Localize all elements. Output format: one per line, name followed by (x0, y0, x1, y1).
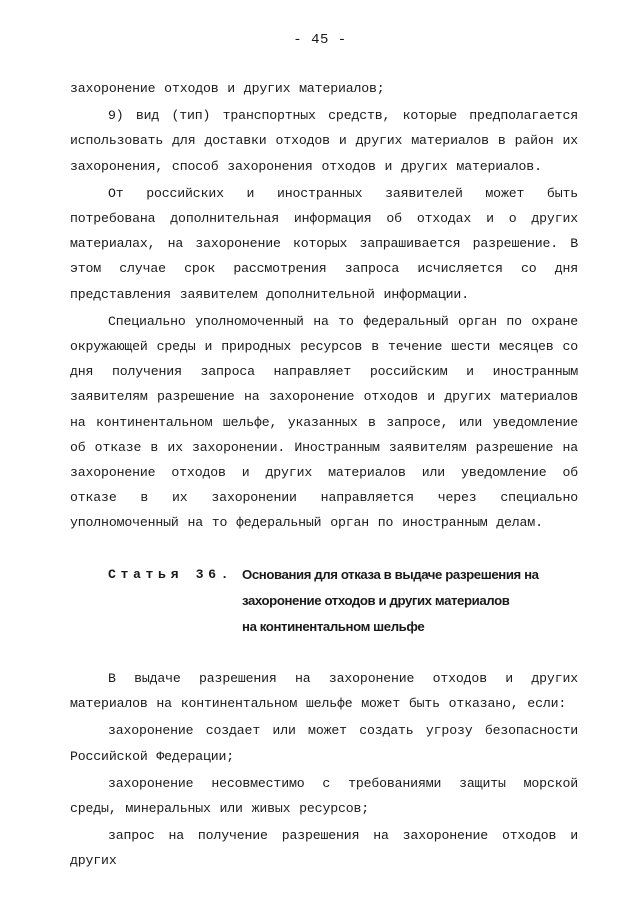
paragraph-authority-decision: Специально уполномоченный на то федеральный орган по охране окружающей среды и природных ресурсов в течение шести месяцев со дня получения запроса направляет российским и иностранным заявителям разрешение на захоронение отходов и других материалов на континентальном шельфе, указанных в запросе, или уведомление об отказе в их захоронении. Иностранным заявителям разрешение на захоронение отходов и других материалов или уведомление об отказе в их захоронении направляется через специально уполномоченный на то федеральный орган по иностранным делам. (70, 313, 578, 531)
paragraph-refusal-request: запрос на получение разрешения на захоронение отходов и других (70, 828, 578, 869)
paragraph-refusal-environment: захоронение несовместимо с требованиями защиты морской среды, минеральных или живых ресурсов; (70, 775, 578, 817)
paragraph-refusal-security: захоронение создает или может создать угрозу безопасности Российской Федерации; (70, 723, 578, 764)
body-text-top (70, 76, 578, 536)
paragraph-item-9: 9) вид (тип) транспортных средств, которые предполагается использовать для доставки отходов и других материалов в район их захоронения, способ захоронения отходов и других материалов. (70, 108, 578, 174)
article-title-line-3: на континентальном шельфе (242, 619, 425, 634)
paragraph-refusal-intro: В выдаче разрешения на захоронение отходов и других материалов на континентальном шельфе может быть отказано, если: (70, 671, 578, 712)
article-title-line-1: Основания для отказа в выдаче разрешения на (242, 567, 539, 582)
paragraph-additional-info: От российских и иностранных заявителей может быть потребована дополнительная информация об отходах и о других материалах, на захоронение которых запрашивается разрешение. В этом случае срок рассмотрения запроса исчисляется со дня представления заявителем дополнительной информации. (70, 185, 578, 302)
article-title-line-2: захоронение отходов и других материалов (242, 593, 510, 608)
article-title (242, 562, 582, 640)
body-text-bottom (70, 666, 578, 874)
paragraph-continuation: захоронение отходов и других материалов; (70, 81, 385, 96)
article-label: Статья 36. (108, 567, 234, 582)
page-number: - 45 - (293, 32, 347, 48)
